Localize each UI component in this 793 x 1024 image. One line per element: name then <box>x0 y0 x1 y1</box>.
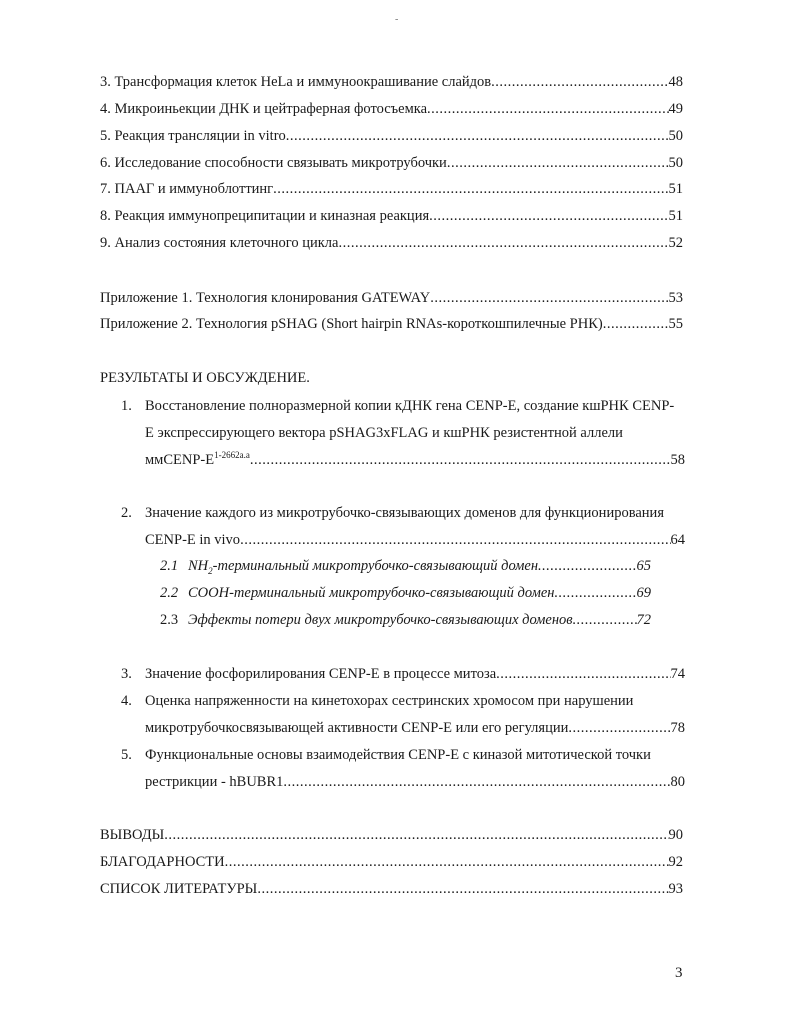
toc-entry-text: микротрубочкосвязывающей активности CENP-E или его регуляции <box>145 720 569 736</box>
results-item-4-number: 4. <box>121 693 132 709</box>
dot-leader <box>164 826 668 844</box>
results-subitem-2-3 <box>160 611 651 629</box>
subitem-number: 2.1 <box>160 558 179 574</box>
dot-leader <box>491 73 668 91</box>
toc-entry-text: CENP-E in vivo <box>145 532 241 548</box>
toc-entry-text: СПИСОК ЛИТЕРАТУРЫ <box>100 881 258 897</box>
toc-entry-appendix-2 <box>100 315 683 333</box>
toc-entry-text <box>145 451 250 469</box>
subitem-text: Эффекты потери двух микротрубочко-связывающих доменов <box>188 612 573 628</box>
toc-entry-acknowledgements <box>100 853 683 871</box>
toc-entry-references <box>100 880 683 898</box>
toc-page-number: 65 <box>636 558 651 574</box>
toc-page-number: 78 <box>670 720 685 736</box>
toc-entry-text: 4. Микроиньекции ДНК и цейтраферная фотосъемка <box>100 101 428 117</box>
toc-entry-conclusions <box>100 826 683 844</box>
dot-leader <box>257 880 668 898</box>
dot-leader <box>338 234 668 252</box>
toc-entry-methods-7 <box>100 180 683 198</box>
results-item-5-number: 5. <box>121 747 132 763</box>
toc-page-number: 69 <box>636 585 651 601</box>
dot-leader <box>430 289 668 307</box>
toc-entry-text: рестрикции - hBUBR1 <box>145 774 284 790</box>
toc-entry-text: Приложение 2. Технология pSHAG (Short hairpin RNAs-короткошпилечные РНК) <box>100 316 603 332</box>
dot-leader <box>240 531 670 549</box>
toc-page-number: 90 <box>668 827 683 843</box>
toc-entry-text: 5. Реакция трансляции in vitro <box>100 128 286 144</box>
page-number: 3 <box>675 965 683 981</box>
dot-leader <box>429 207 668 225</box>
toc-entry-text: 6. Исследование способности связывать микротрубочки <box>100 155 447 171</box>
dot-leader <box>250 451 671 469</box>
results-item-1-line-2: E экспрессирующего вектора pSHAG3xFLAG и кшРНК резистентной аллели <box>145 425 623 441</box>
formula-subscript: 2 <box>208 565 213 576</box>
toc-page-number: 80 <box>670 774 685 790</box>
dot-leader <box>273 180 668 198</box>
toc-entry-methods-8 <box>100 207 683 225</box>
toc-entry-methods-5 <box>100 127 683 145</box>
gene-name: ммCENP-E <box>145 452 215 468</box>
gene-superscript: 1-2662a.a <box>214 450 250 461</box>
dot-leader <box>538 557 636 575</box>
toc-entry-methods-9 <box>100 234 683 252</box>
subitem-text: СООН-терминальный микротрубочко-связывающий домен <box>188 585 555 601</box>
results-item-1-line-1: Восстановление полноразмерной копии кДНК гена CENP-E, создание кшРНК CENP- <box>145 398 675 414</box>
results-subitem-2-1 <box>160 557 651 575</box>
toc-page-number: 53 <box>668 290 683 306</box>
toc-entry-text: ВЫВОДЫ <box>100 827 165 843</box>
results-item-3 <box>145 665 685 683</box>
results-item-1-line-3 <box>145 451 685 469</box>
dot-leader <box>283 773 670 791</box>
dot-leader <box>427 100 668 118</box>
results-subitem-2-2 <box>160 584 651 602</box>
toc-page-number: 49 <box>668 101 683 117</box>
toc-entry-text: БЛАГОДАРНОСТИ <box>100 854 225 870</box>
toc-page-number: 72 <box>636 612 651 628</box>
dot-leader <box>225 853 669 871</box>
subitem-number: 2.3 <box>160 612 179 628</box>
toc-entry-text: 7. ПААГ и иммуноблоттинг <box>100 181 274 197</box>
toc-entry-methods-6 <box>100 154 683 172</box>
toc-entry-text: 3. Трансформация клеток HeLa и иммуноокрашивание слайдов <box>100 74 492 90</box>
toc-entry-methods-3 <box>100 73 683 91</box>
toc-page-number: 51 <box>668 181 683 197</box>
toc-page-number: 58 <box>670 452 685 468</box>
toc-page-number: 92 <box>668 854 683 870</box>
toc-entry-text: Значение фосфорилирования CENP-E в процессе митоза <box>145 666 497 682</box>
toc-entry-text <box>160 611 573 629</box>
results-item-4-line-1: Оценка напряженности на кинетохорах сестринских хромосом при нарушении <box>145 693 634 709</box>
toc-entry-methods-4 <box>100 100 683 118</box>
toc-entry-text <box>160 584 554 602</box>
dot-leader <box>496 665 670 683</box>
toc-entry-text: Приложение 1. Технология клонирования GATEWAY <box>100 290 431 306</box>
toc-page-number: 52 <box>668 235 683 251</box>
results-item-5-line-1: Функциональные основы взаимодействия CENP-E с киназой митотической точки <box>145 747 651 763</box>
top-mark: - <box>395 14 399 25</box>
results-item-5-line-2 <box>145 773 685 791</box>
toc-entry-appendix-1 <box>100 289 683 307</box>
results-item-3-number: 3. <box>121 666 132 682</box>
formula-suffix: -терминальный микротрубочко-связывающий домен <box>212 558 539 574</box>
toc-page-number: 64 <box>670 532 685 548</box>
toc-page-number: 48 <box>668 74 683 90</box>
toc-entry-text: 8. Реакция иммунопреципитации и киназная реакция <box>100 208 430 224</box>
subitem-number: 2.2 <box>160 585 179 601</box>
dot-leader <box>286 127 669 145</box>
results-item-2-line-1: Значение каждого из микротрубочко-связывающих доменов для функционирования <box>145 505 664 521</box>
results-item-2-number: 2. <box>121 505 132 521</box>
toc-page-number: 50 <box>668 128 683 144</box>
toc-entry-text <box>160 557 538 575</box>
dot-leader <box>447 154 669 172</box>
dot-leader <box>568 719 670 737</box>
dot-leader <box>573 611 637 629</box>
toc-page-number: 51 <box>668 208 683 224</box>
results-item-1-number: 1. <box>121 398 132 414</box>
formula-prefix: NH <box>188 558 209 574</box>
results-item-2-line-2 <box>145 531 685 549</box>
toc-page-number: 55 <box>668 316 683 332</box>
toc-entry-text: 9. Анализ состояния клеточного цикла <box>100 235 339 251</box>
dot-leader <box>603 315 669 333</box>
toc-page-number: 74 <box>670 666 685 682</box>
toc-page-number: 50 <box>668 155 683 171</box>
toc-page-number: 93 <box>668 881 683 897</box>
dot-leader <box>554 584 636 602</box>
results-item-4-line-2 <box>145 719 685 737</box>
results-heading: РЕЗУЛЬТАТЫ И ОБСУЖДЕНИЕ. <box>100 370 310 386</box>
